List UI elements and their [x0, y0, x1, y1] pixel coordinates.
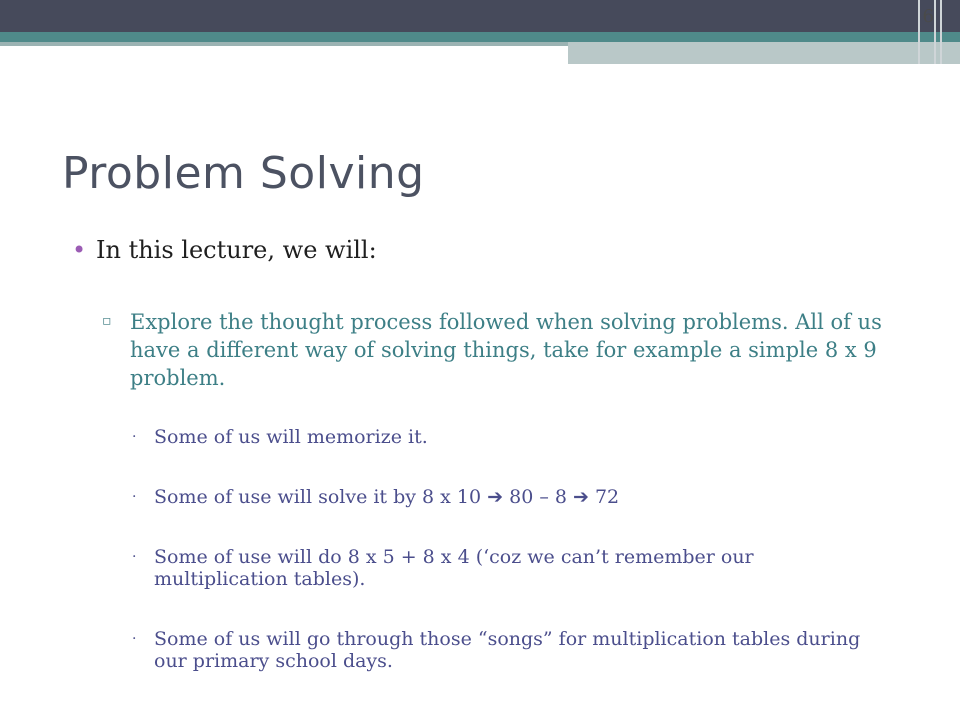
sub-bullet-dot-icon: · — [132, 549, 137, 565]
slide-header-thin-band — [0, 42, 568, 46]
sub-bullet-text: Some of use will do 8 x 5 + 8 x 4 (‘coz we can’t remember our multiplication tables). — [154, 546, 754, 590]
slide-header-divider-line — [918, 0, 920, 64]
slide-header-bar — [0, 0, 960, 32]
sub-bullet-text: Some of us will go through those “songs” for multiplication tables during our primary school days. — [154, 628, 861, 672]
slide-header-light-band — [568, 42, 960, 64]
bullet-dot-icon: • — [72, 236, 87, 264]
sub-bullet-text: Some of us will memorize it. — [154, 426, 428, 448]
sub-bullet-dot-icon: · — [132, 631, 137, 647]
slide-header-teal-band — [0, 32, 960, 42]
slide-header-divider-line — [940, 0, 942, 64]
sub-bullet-text: Some of use will solve it by 8 x 10 ➔ 80 – 8 ➔ 72 — [154, 486, 620, 508]
bullet-level1-text: In this lecture, we will: — [96, 236, 377, 264]
slide-title: Problem Solving — [62, 148, 425, 199]
sub-bullet-dot-icon: · — [132, 489, 137, 505]
sub-bullet-dot-icon: · — [132, 429, 137, 445]
slide-number: 6 — [922, 6, 934, 27]
bullet-level2-text: Explore the thought process followed when solving problems. All of us have a different way of solving things, take for example a simple 8 x 9 problem. — [130, 310, 882, 390]
square-bullet-icon: ▫ — [102, 313, 112, 329]
slide-header-divider-line — [934, 0, 936, 64]
